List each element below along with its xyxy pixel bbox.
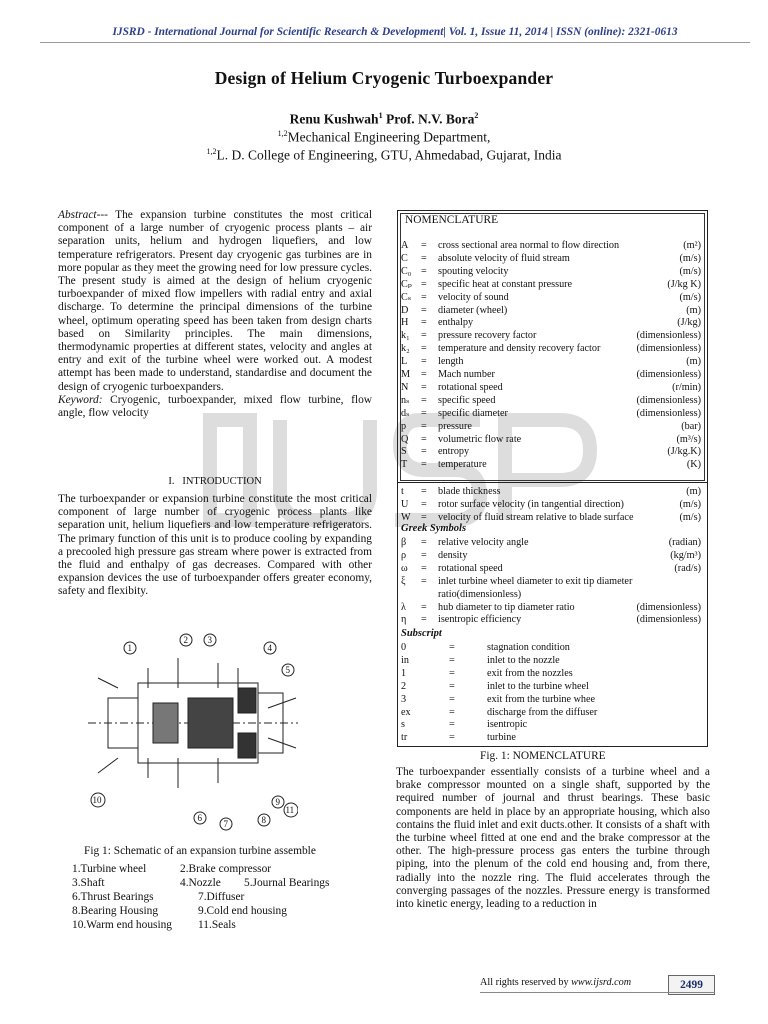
nomenclature-row — [401, 304, 705, 317]
nomenclature-desc: enthalpy — [438, 317, 474, 329]
nomenclature-desc: specific heat at constant pressure — [438, 278, 573, 290]
nomenclature-title: NOMENCLATURE — [405, 214, 499, 226]
nomenclature-desc: pressure — [438, 420, 472, 432]
nomenclature-desc: rotational speed — [438, 562, 503, 574]
legend-item: 6.Thrust Bearings — [72, 891, 154, 903]
nomenclature-eq: = — [421, 459, 427, 471]
subscript-row — [401, 693, 705, 706]
footer-rights-text: All rights reserved by — [480, 977, 572, 988]
nomenclature-sym: λ — [401, 601, 406, 613]
nomenclature-row — [401, 291, 705, 304]
nomenclature-eq: = — [421, 381, 427, 393]
nomenclature-row — [401, 511, 705, 524]
nomenclature-eq: = — [421, 317, 427, 329]
nomenclature-row — [401, 329, 705, 342]
nomenclature-desc: stagnation condition — [487, 642, 570, 653]
nomenclature-desc: entropy — [438, 446, 470, 458]
legend-item: 2.Brake compressor — [180, 863, 272, 875]
affiliation-1-sup: 1,2 — [277, 129, 288, 138]
nomenclature-desc: volumetric flow rate — [438, 433, 522, 445]
affiliation-2 — [0, 147, 768, 164]
greek-symbol-row — [401, 613, 705, 626]
nomenclature-unit: (m³/s) — [676, 433, 701, 445]
right-body-text: The turboexpander essentially consists of a turbine wheel and a brake compressor mounted on a single shaft, supported by the required number of journal and thrust bearings. These basic components are held in place by an appropriate housing, which also contains the fluid inlet and exit ducts.other. It consists of a shaft with the turbine wheel fitted at one end and the brake compressor at the other. The high-pressure process gas enters the turbine through piping, into the plenum of the cold end housing and, from there, radially into the nozzle ring. The fluid accelerates through the converging passages of the nozzles. Pressure energy is transformed into kinetic energy, leading to a reduction in — [396, 766, 710, 911]
callout-3-label: 3 — [207, 635, 212, 645]
nomenclature-desc: specific diameter — [438, 407, 508, 419]
paper-title: Design of Helium Cryogenic Turboexpander — [214, 68, 554, 88]
nomenclature-desc: velocity of fluid stream relative to blade surface — [438, 511, 634, 523]
callout-6-label: 6 — [197, 813, 202, 823]
nomenclature-row — [401, 265, 705, 278]
nomenclature-unit: (kg/m³) — [670, 549, 701, 561]
nomenclature-sym: Q — [401, 433, 409, 445]
nomenclature-desc: exit from the turbine whee — [487, 693, 596, 705]
nomenclature-eq: = — [421, 562, 427, 574]
nomenclature-unit: (m) — [686, 304, 701, 316]
affiliation-2-text: L. D. College of Engineering, GTU, Ahmedabad, Gujarat, India — [216, 147, 562, 163]
nomenclature-desc: cross sectional area normal to flow direction — [438, 240, 620, 251]
nomenclature-sym: dₛ — [401, 407, 410, 419]
author-2-sup: 2 — [474, 111, 479, 120]
nomenclature-eq: = — [421, 240, 427, 251]
nomenclature-eq: = — [421, 356, 427, 368]
subscript-row — [401, 718, 705, 731]
nomenclature-row — [401, 458, 705, 471]
nomenclature-eq: = — [421, 265, 427, 277]
nomenclature-unit: (bar) — [681, 420, 701, 432]
nomenclature-sym: C — [401, 252, 408, 264]
right-body — [396, 766, 710, 911]
abstract-text: The expansion turbine constitutes the most critical component of a large number of cryogenic process plants – air separation units, helium and hydrogen liquefiers, and low temperature refrigerators. Present day cryogenic gas turbines are in more popular as they meet the growing need for low pressure cycles. The present study is aimed at the design of helium cryogenic turboexpander of mixed flow impellers with radial entry and axial discharge. To determine the principal dimensions of the turbine wheel, optimum operating speed has been taken from design charts based on Similarity principles. The main dimensions, thermodynamic properties at different states, velocity and angles at entry and exit of the turbine wheel were worked out. A modest attempt has been made to understand, standardise and document the design of cryogenic turboexpanders. — [58, 209, 372, 393]
nomenclature-sym: Cₚ — [401, 278, 412, 290]
authors-line — [0, 111, 768, 128]
intro-body — [58, 493, 372, 599]
affiliation-2-sup: 1,2 — [206, 147, 217, 156]
nomenclature-eq: = — [421, 446, 427, 458]
nomenclature-sym: 2 — [401, 680, 407, 692]
nomenclature-unit: (m²) — [683, 240, 701, 251]
intro-heading — [58, 476, 372, 487]
figure1-caption: Fig 1: Schematic of an expansion turbine assemble — [84, 845, 316, 857]
nomenclature-unit: (dimensionless) — [636, 407, 701, 419]
author-2: Prof. N.V. Bora — [385, 111, 475, 127]
nomenclature-sym: k₁ — [401, 330, 410, 342]
callout-10-label: 10 — [92, 795, 102, 805]
nomenclature-desc: temperature — [438, 459, 487, 471]
nomenclature-eq: = — [421, 291, 427, 303]
nomenclature-eq: = — [421, 369, 427, 380]
page-number: 2499 — [668, 975, 715, 995]
nomenclature-eq: = — [449, 680, 455, 692]
nomenclature-sym: ρ — [401, 549, 407, 561]
nomenclature-desc: inlet to the turbine wheel — [487, 680, 589, 692]
legend-item: 7.Diffuser — [198, 891, 245, 903]
nomenclature-unit: (m/s) — [679, 265, 701, 277]
nomenclature-eq: = — [421, 498, 427, 510]
nomenclature-eq: = — [421, 511, 427, 523]
nomenclature-row — [401, 355, 705, 368]
nomenclature-sym: ω — [401, 562, 408, 574]
nomenclature-row — [401, 252, 705, 265]
nomenclature-sym: β — [401, 537, 407, 548]
greek-symbol-row — [401, 536, 705, 549]
nomenclature-row — [401, 485, 705, 498]
nomenclature-sym: 1 — [401, 667, 407, 679]
nomenclature-unit: (r/min) — [672, 381, 701, 393]
nomenclature-desc: length — [438, 356, 464, 368]
callout-8-label: 8 — [261, 815, 266, 825]
nomenclature-unit: (m/s) — [679, 252, 701, 264]
nomenclature-row — [401, 368, 705, 381]
nomenclature-sym: T — [401, 459, 408, 471]
nomenclature-sym: W — [401, 511, 411, 523]
nomenclature-eq: = — [421, 252, 427, 264]
subscript-row — [401, 667, 705, 680]
nomenclature-caption: Fig. 1: NOMENCLATURE — [480, 750, 606, 762]
nomenclature-desc: Mach number — [438, 369, 495, 380]
nomenclature-desc: rotor surface velocity (in tangential direction) — [438, 498, 624, 510]
legend-item: 3.Shaft — [72, 877, 105, 889]
subscript-row — [401, 731, 705, 744]
nomenclature-desc: rotational speed — [438, 381, 503, 393]
nomenclature-sym: D — [401, 304, 409, 316]
nomenclature-row — [401, 498, 705, 511]
nomenclature-desc: isentropic — [487, 719, 528, 731]
nomenclature-desc: hub diameter to tip diameter ratio — [438, 601, 575, 613]
nomenclature-unit: (m/s) — [679, 498, 701, 510]
footer-site-link[interactable]: www.ijsrd.com — [571, 977, 632, 988]
nomenclature-unit: (m/s) — [679, 511, 701, 523]
nomenclature-row — [401, 394, 705, 407]
author-1: Renu Kushwah — [289, 111, 379, 127]
legend-item: 5.Journal Bearings — [244, 877, 330, 889]
nomenclature-desc: velocity of sound — [438, 291, 509, 303]
nomenclature-unit: (dimensionless) — [636, 614, 701, 626]
nomenclature-eq: = — [449, 667, 455, 679]
nomenclature-desc: density — [438, 549, 468, 561]
nomenclature-eq: = — [421, 614, 427, 626]
nomenclature-desc: discharge from the diffuser — [487, 706, 598, 718]
nomenclature-desc: inlet to the nozzle — [487, 654, 560, 666]
nomenclature-eq: = — [421, 278, 427, 290]
nomenclature-sym: nₛ — [401, 394, 410, 406]
callout-1-label: 1 — [127, 643, 132, 653]
nomenclature-row — [401, 316, 705, 329]
footer-rights — [480, 977, 631, 988]
nomenclature-desc: isentropic efficiency — [438, 614, 522, 626]
nomenclature-unit: (dimensionless) — [636, 394, 701, 406]
nomenclature-eq: = — [449, 642, 455, 653]
nomenclature-eq: = — [449, 719, 455, 731]
header-rule — [40, 42, 750, 43]
subscript-row — [401, 680, 705, 693]
nomenclature-sym: L — [401, 356, 408, 368]
abstract-block — [58, 209, 372, 420]
footer-rule — [480, 992, 715, 993]
nomenclature-unit: (radian) — [668, 537, 701, 548]
nomenclature-row — [401, 381, 705, 394]
subscript-heading: Subscript — [401, 628, 442, 639]
nomenclature-row — [401, 420, 705, 433]
nomenclature-row — [401, 278, 705, 291]
nomenclature-row — [401, 342, 705, 355]
nomenclature-unit: (m/s) — [679, 291, 701, 303]
keyword-label: Keyword: — [58, 393, 103, 406]
greek-symbol-row — [401, 549, 705, 562]
callout-4-label: 4 — [267, 643, 272, 653]
nomenclature-sym: ex — [401, 706, 411, 718]
nomenclature-desc: turbine — [487, 732, 516, 744]
nomenclature-eq: = — [421, 407, 427, 419]
nomenclature-eq: = — [421, 601, 427, 613]
legend-item: 10.Warm end housing — [72, 919, 173, 931]
nomenclature-eq: = — [421, 304, 427, 316]
nomenclature-sym: η — [401, 614, 407, 626]
greek-symbol-row — [401, 575, 705, 601]
nomenclature-eq: = — [449, 706, 455, 718]
legend-item: 9.Cold end housing — [198, 905, 287, 917]
nomenclature-eq: = — [421, 420, 427, 432]
nomenclature-desc: temperature and density recovery factor — [438, 343, 601, 355]
nomenclature-desc: diameter (wheel) — [438, 304, 508, 316]
nomenclature-sym: N — [401, 381, 409, 393]
nomenclature-sym: A — [401, 240, 409, 251]
affiliation-1 — [0, 129, 768, 146]
nomenclature-sym: 3 — [401, 693, 407, 705]
subscript-row — [401, 641, 705, 654]
nomenclature-sym: t — [401, 486, 404, 497]
nomenclature-sym: ξ — [401, 575, 406, 587]
intro-title: INTRODUCTION — [182, 476, 262, 487]
nomenclature-eq: = — [449, 732, 455, 744]
intro-number: I. — [168, 476, 175, 487]
nomenclature-eq: = — [421, 575, 427, 587]
nomenclature-sym: tr — [401, 732, 408, 744]
nomenclature-desc: blade thickness — [438, 486, 501, 497]
nomenclature-unit: (dimensionless) — [636, 343, 701, 355]
nomenclature-unit: (J/kg) — [677, 317, 701, 329]
callout-11-label: 11 — [285, 805, 295, 815]
nomenclature-sym: M — [401, 369, 411, 380]
nomenclature-unit: (dimensionless) — [636, 601, 701, 613]
nomenclature-unit: (K) — [686, 459, 701, 471]
nomenclature-row — [401, 407, 705, 420]
nomenclature-eq: = — [421, 433, 427, 445]
nomenclature-sym: in — [401, 654, 409, 666]
legend-item: 8.Bearing Housing — [72, 905, 159, 917]
nomenclature-sym: 0 — [401, 642, 407, 653]
nomenclature-eq: = — [421, 343, 427, 355]
nomenclature-sym: S — [401, 446, 407, 458]
nomenclature-unit: (J/kg K) — [667, 278, 701, 290]
greek-symbol-row — [401, 562, 705, 575]
nomenclature-unit: (m) — [686, 486, 701, 497]
turboexpander-schematic — [88, 628, 298, 838]
greek-symbols-heading: Greek Symbols — [401, 523, 467, 534]
affiliation-1-text: Mechanical Engineering Department, — [287, 129, 491, 145]
subscript-row — [401, 706, 705, 719]
nomenclature-sym: Cₛ — [401, 291, 412, 303]
nomenclature-unit: (rad/s) — [674, 562, 701, 574]
nomenclature-desc: absolute velocity of fluid stream — [438, 252, 570, 264]
nomenclature-row — [401, 433, 705, 446]
nomenclature-sym: C₀ — [401, 265, 412, 277]
greek-symbol-row — [401, 601, 705, 614]
nomenclature-desc: spouting velocity — [438, 265, 509, 277]
nomenclature-row — [401, 445, 705, 458]
callout-2-label: 2 — [183, 635, 188, 645]
abstract-label: Abstract--- — [58, 209, 108, 221]
journal-header: IJSRD - International Journal for Scientific Research & Development| Vol. 1, Issue 11, 2014 | ISSN (online): 2321-0613 — [112, 26, 678, 38]
nomenclature-eq: = — [421, 549, 427, 561]
legend-item: 4.Nozzle — [180, 877, 221, 889]
legend-item: 1.Turbine wheel — [72, 863, 147, 875]
nomenclature-sym: p — [401, 420, 407, 432]
nomenclature-desc: relative velocity angle — [438, 537, 529, 548]
nomenclature-desc: inlet turbine wheel diameter to exit tip diameter ratio(dimensionless) — [438, 575, 633, 600]
nomenclature-unit: (m) — [686, 356, 701, 368]
callout-7-label: 7 — [223, 819, 228, 829]
nomenclature-unit: (J/kg.K) — [667, 446, 701, 458]
nomenclature-desc: specific speed — [438, 394, 496, 406]
nomenclature-eq: = — [421, 394, 427, 406]
nomenclature-sym: s — [401, 719, 405, 731]
nomenclature-unit: (dimensionless) — [636, 330, 701, 342]
nomenclature-eq: = — [421, 537, 427, 548]
intro-text: The turboexpander or expansion turbine constitute the most critical component of large number of cryogenic process plants like separation unit, helium liquefiers and low temperature refrigerators. The primary function of this unit is to produce cooling by expanding a precooled high pressure gas stream where power is extracted from the fluid and enthalpy of gas decreases. Compared with other expansion devices the use of turboexpander offers greater economy, safety and flexibity. — [58, 493, 372, 598]
nomenclature-sym: H — [401, 317, 409, 329]
nomenclature-unit: (dimensionless) — [636, 369, 701, 380]
nomenclature-desc: exit from the nozzles — [487, 667, 573, 679]
keywords-text: Cryogenic, turboexpander, mixed flow turbine, flow angle, flow velocity — [58, 393, 372, 420]
nomenclature-eq: = — [421, 330, 427, 342]
callout-5-label: 5 — [285, 665, 290, 675]
author-1-sup: 1 — [378, 111, 383, 120]
nomenclature-row — [401, 239, 705, 252]
nomenclature-sym: k₂ — [401, 343, 410, 355]
nomenclature-sym: U — [401, 498, 409, 510]
callout-9-label: 9 — [275, 797, 280, 807]
nomenclature-eq: = — [449, 693, 455, 705]
nomenclature-desc: pressure recovery factor — [438, 330, 537, 342]
legend-item: 11.Seals — [198, 919, 236, 931]
nomenclature-eq: = — [421, 486, 427, 497]
subscript-row — [401, 654, 705, 667]
nomenclature-divider — [397, 482, 708, 483]
nomenclature-eq: = — [449, 654, 455, 666]
